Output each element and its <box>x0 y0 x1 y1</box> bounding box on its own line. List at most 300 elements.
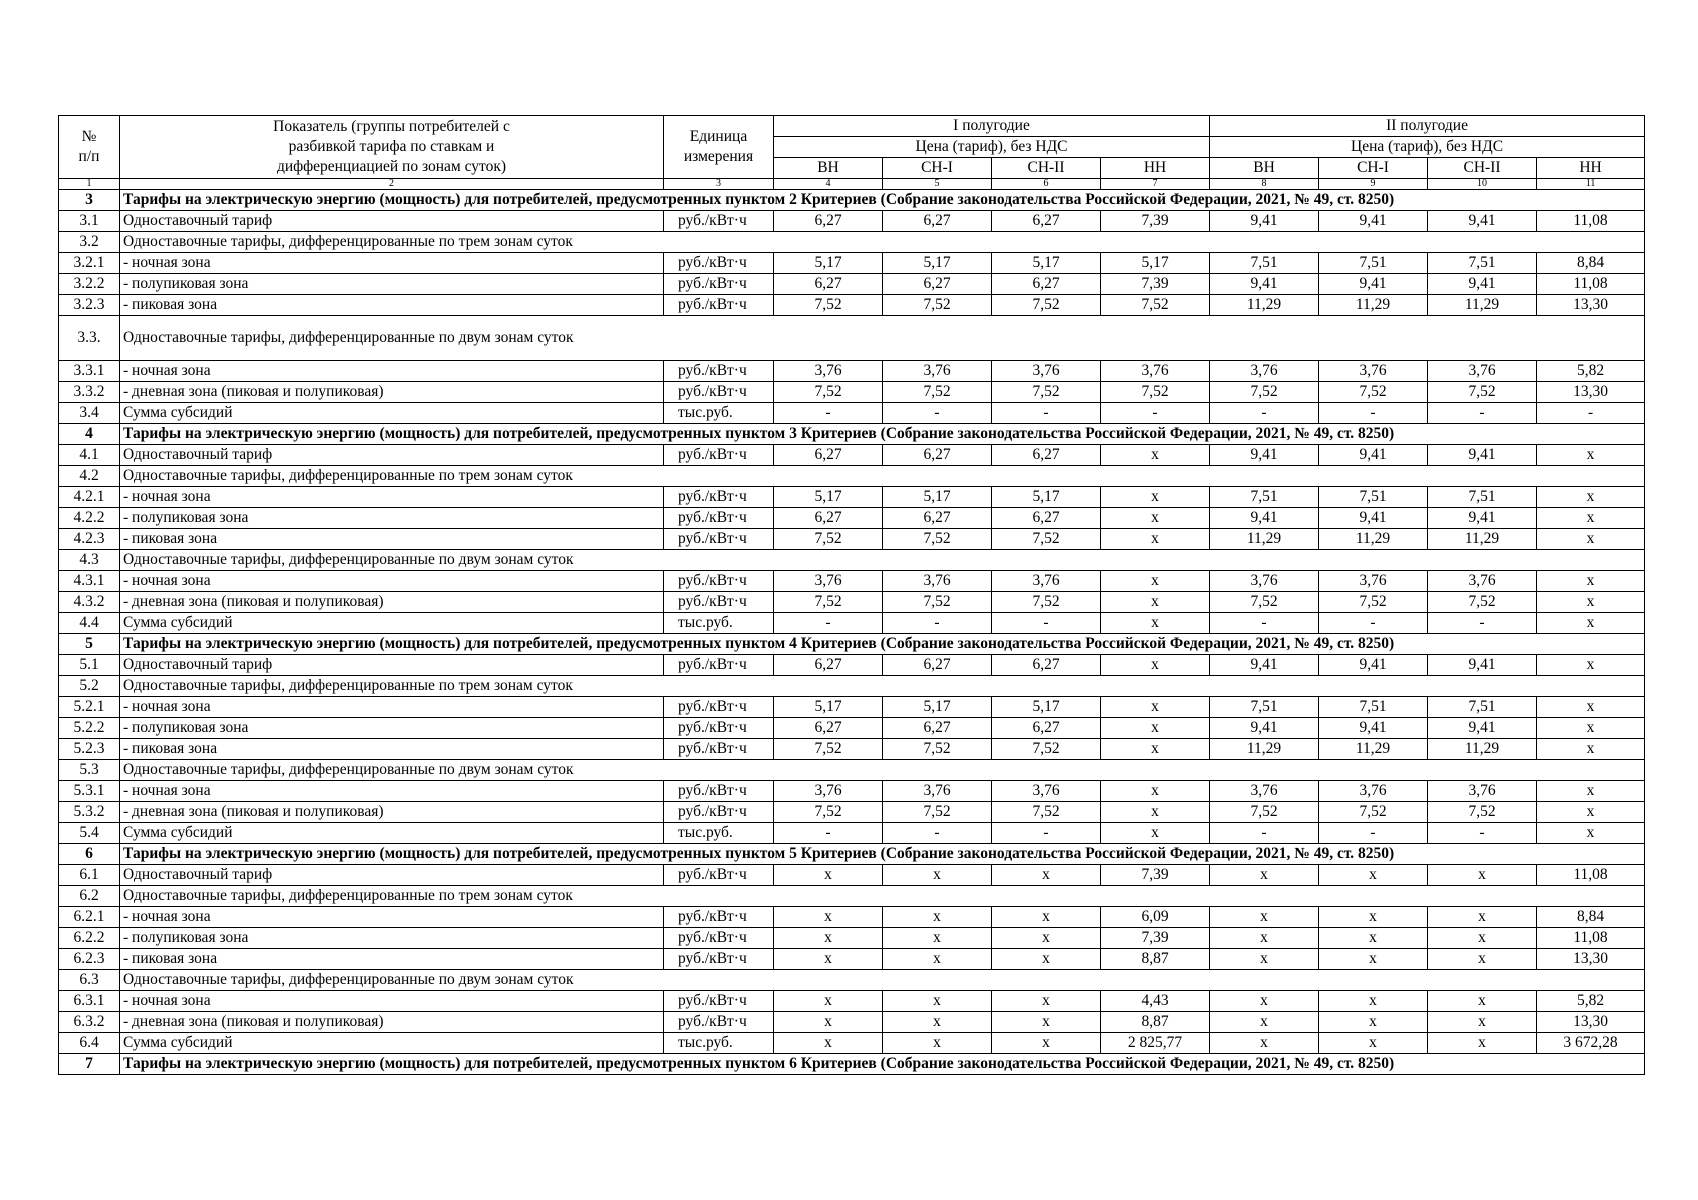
unit-cell: руб./кВт·ч <box>664 295 774 316</box>
unit-cell: руб./кВт·ч <box>664 211 774 232</box>
indicator-name: Одноставочный тариф <box>120 865 664 886</box>
unit-cell: руб./кВт·ч <box>664 781 774 802</box>
value-cell: 7,52 <box>1319 382 1428 403</box>
row-number: 6 <box>59 844 120 865</box>
value-cell: x <box>1101 487 1210 508</box>
value-cell: - <box>1210 403 1319 424</box>
value-cell: x <box>992 907 1101 928</box>
value-cell: 3,76 <box>992 781 1101 802</box>
table-row <box>59 1033 1645 1054</box>
table-row <box>59 295 1645 316</box>
group-title: Одноставочные тарифы, дифференцированные по трем зонам суток <box>120 232 1645 253</box>
value-cell: x <box>1101 445 1210 466</box>
value-cell: 11,29 <box>1428 529 1537 550</box>
unit-cell: руб./кВт·ч <box>664 949 774 970</box>
header-unit: Единица измерения <box>664 116 774 179</box>
table-row <box>59 508 1645 529</box>
value-cell: 7,52 <box>992 592 1101 613</box>
indicator-name: - дневная зона (пиковая и полупиковая) <box>120 802 664 823</box>
indicator-name: Сумма субсидий <box>120 1033 664 1054</box>
table-row <box>59 781 1645 802</box>
value-cell: x <box>883 928 992 949</box>
value-cell: - <box>1537 403 1645 424</box>
group-row <box>59 232 1645 253</box>
row-number: 3 <box>59 190 120 211</box>
section-title: Тарифы на электрическую энергию (мощность) для потребителей, предусмотренных пунктом 5 Критериев (Собрание законодательства Российской Федерации, 2021, № 49, ст. 8250) <box>120 844 1645 865</box>
value-cell: 8,84 <box>1537 253 1645 274</box>
value-cell: x <box>1101 529 1210 550</box>
value-cell: 11,29 <box>1428 295 1537 316</box>
value-cell: 7,51 <box>1428 253 1537 274</box>
value-cell: 7,51 <box>1319 253 1428 274</box>
indicator-name: Сумма субсидий <box>120 823 664 844</box>
row-number: 3.2 <box>59 232 120 253</box>
column-number: 9 <box>1319 179 1428 190</box>
value-cell: 7,52 <box>992 382 1101 403</box>
table-row <box>59 253 1645 274</box>
unit-cell: руб./кВт·ч <box>664 739 774 760</box>
row-number: 5.3 <box>59 760 120 781</box>
table-body <box>59 190 1645 1075</box>
indicator-name: Сумма субсидий <box>120 613 664 634</box>
value-cell: 6,27 <box>883 211 992 232</box>
indicator-name: - ночная зона <box>120 571 664 592</box>
unit-cell: руб./кВт·ч <box>664 487 774 508</box>
row-number: 5.2 <box>59 676 120 697</box>
value-cell: 5,82 <box>1537 991 1645 1012</box>
indicator-name: - дневная зона (пиковая и полупиковая) <box>120 592 664 613</box>
unit-cell: руб./кВт·ч <box>664 274 774 295</box>
value-cell: x <box>992 865 1101 886</box>
value-cell: 9,41 <box>1210 211 1319 232</box>
value-cell: x <box>1537 445 1645 466</box>
value-cell: 9,41 <box>1210 445 1319 466</box>
value-cell: 7,51 <box>1210 697 1319 718</box>
value-cell: 7,39 <box>1101 928 1210 949</box>
value-cell: x <box>1101 571 1210 592</box>
row-number: 3.1 <box>59 211 120 232</box>
header-level: СН-II <box>1428 158 1537 179</box>
value-cell: 13,30 <box>1537 1012 1645 1033</box>
unit-cell: руб./кВт·ч <box>664 865 774 886</box>
value-cell: x <box>774 907 883 928</box>
group-title: Одноставочные тарифы, дифференцированные по трем зонам суток <box>120 466 1645 487</box>
value-cell: x <box>1319 991 1428 1012</box>
value-cell: x <box>1101 739 1210 760</box>
value-cell: x <box>1537 508 1645 529</box>
table-header <box>59 116 1645 190</box>
value-cell: 9,41 <box>1319 211 1428 232</box>
value-cell: 7,51 <box>1210 487 1319 508</box>
value-cell: x <box>1537 781 1645 802</box>
value-cell: - <box>774 613 883 634</box>
group-row <box>59 316 1645 361</box>
column-number: 5 <box>883 179 992 190</box>
value-cell: 11,08 <box>1537 211 1645 232</box>
value-cell: x <box>1319 1012 1428 1033</box>
table-row <box>59 403 1645 424</box>
header-level: СН-II <box>992 158 1101 179</box>
value-cell: 5,17 <box>992 253 1101 274</box>
value-cell: 7,52 <box>883 295 992 316</box>
value-cell: 3,76 <box>1101 361 1210 382</box>
header-num: № п/п <box>59 116 120 179</box>
value-cell: x <box>1101 802 1210 823</box>
value-cell: 11,29 <box>1319 739 1428 760</box>
table-row <box>59 274 1645 295</box>
table-row <box>59 211 1645 232</box>
group-row <box>59 970 1645 991</box>
value-cell: 7,52 <box>992 739 1101 760</box>
section-row <box>59 424 1645 445</box>
column-number: 2 <box>120 179 664 190</box>
row-number: 4.3.1 <box>59 571 120 592</box>
unit-cell: руб./кВт·ч <box>664 928 774 949</box>
unit-cell: руб./кВт·ч <box>664 445 774 466</box>
value-cell: x <box>1537 487 1645 508</box>
unit-cell: руб./кВт·ч <box>664 508 774 529</box>
value-cell: x <box>1537 697 1645 718</box>
value-cell: x <box>1101 508 1210 529</box>
value-cell: x <box>1537 571 1645 592</box>
row-number: 3.2.3 <box>59 295 120 316</box>
table-row <box>59 739 1645 760</box>
indicator-name: - пиковая зона <box>120 529 664 550</box>
value-cell: 13,30 <box>1537 949 1645 970</box>
value-cell: 7,52 <box>1210 802 1319 823</box>
row-number: 6.3.2 <box>59 1012 120 1033</box>
value-cell: 3 672,28 <box>1537 1033 1645 1054</box>
unit-cell: тыс.руб. <box>664 613 774 634</box>
group-title: Одноставочные тарифы, дифференцированные по трем зонам суток <box>120 676 1645 697</box>
row-number: 6.2 <box>59 886 120 907</box>
value-cell: x <box>883 1033 992 1054</box>
value-cell: 7,52 <box>774 592 883 613</box>
group-title: Одноставочные тарифы, дифференцированные по двум зонам суток <box>120 316 1645 361</box>
unit-cell: руб./кВт·ч <box>664 907 774 928</box>
value-cell: 3,76 <box>774 571 883 592</box>
value-cell: x <box>883 907 992 928</box>
table-row <box>59 1012 1645 1033</box>
table-row <box>59 655 1645 676</box>
value-cell: x <box>992 1033 1101 1054</box>
value-cell: x <box>1428 907 1537 928</box>
value-cell: 5,17 <box>774 253 883 274</box>
value-cell: 9,41 <box>1210 655 1319 676</box>
value-cell: 3,76 <box>883 361 992 382</box>
value-cell: x <box>1319 865 1428 886</box>
value-cell: x <box>1101 823 1210 844</box>
value-cell: x <box>1428 991 1537 1012</box>
row-number: 4.3 <box>59 550 120 571</box>
row-number: 3.4 <box>59 403 120 424</box>
value-cell: x <box>1537 613 1645 634</box>
column-number: 4 <box>774 179 883 190</box>
value-cell: 7,51 <box>1428 697 1537 718</box>
unit-cell: руб./кВт·ч <box>664 802 774 823</box>
value-cell: 6,27 <box>883 508 992 529</box>
table-row <box>59 991 1645 1012</box>
value-cell: 9,41 <box>1428 211 1537 232</box>
row-number: 3.3.1 <box>59 361 120 382</box>
value-cell: x <box>1101 655 1210 676</box>
indicator-name: Одноставочный тариф <box>120 211 664 232</box>
value-cell: 9,41 <box>1319 445 1428 466</box>
value-cell: x <box>774 928 883 949</box>
column-number: 1 <box>59 179 120 190</box>
value-cell: 5,17 <box>992 697 1101 718</box>
group-title: Одноставочные тарифы, дифференцированные по двум зонам суток <box>120 970 1645 991</box>
value-cell: 9,41 <box>1428 508 1537 529</box>
value-cell: x <box>1101 697 1210 718</box>
value-cell: 6,27 <box>883 274 992 295</box>
group-row <box>59 550 1645 571</box>
value-cell: 7,52 <box>1210 382 1319 403</box>
value-cell: x <box>992 928 1101 949</box>
value-cell: x <box>1210 1033 1319 1054</box>
value-cell: - <box>992 613 1101 634</box>
value-cell: - <box>1428 613 1537 634</box>
value-cell: 3,76 <box>774 781 883 802</box>
value-cell: x <box>774 991 883 1012</box>
value-cell: - <box>1319 613 1428 634</box>
value-cell: x <box>774 865 883 886</box>
value-cell: 9,41 <box>1210 274 1319 295</box>
value-cell: x <box>992 1012 1101 1033</box>
value-cell: 7,52 <box>883 739 992 760</box>
value-cell: 9,41 <box>1428 274 1537 295</box>
value-cell: 6,27 <box>774 445 883 466</box>
row-number: 5.2.2 <box>59 718 120 739</box>
value-cell: x <box>883 991 992 1012</box>
indicator-name: - полупиковая зона <box>120 928 664 949</box>
value-cell: 7,52 <box>883 382 992 403</box>
value-cell: x <box>1537 823 1645 844</box>
value-cell: x <box>883 1012 992 1033</box>
unit-cell: руб./кВт·ч <box>664 991 774 1012</box>
row-number: 6.3.1 <box>59 991 120 1012</box>
row-number: 6.2.1 <box>59 907 120 928</box>
value-cell: 7,52 <box>1210 592 1319 613</box>
value-cell: x <box>1428 949 1537 970</box>
value-cell: x <box>1210 991 1319 1012</box>
unit-cell: тыс.руб. <box>664 403 774 424</box>
group-row <box>59 466 1645 487</box>
section-row <box>59 190 1645 211</box>
row-number: 7 <box>59 1054 120 1075</box>
section-title: Тарифы на электрическую энергию (мощность) для потребителей, предусмотренных пунктом 4 Критериев (Собрание законодательства Российской Федерации, 2021, № 49, ст. 8250) <box>120 634 1645 655</box>
value-cell: 7,52 <box>774 529 883 550</box>
column-number: 10 <box>1428 179 1537 190</box>
value-cell: x <box>1319 928 1428 949</box>
value-cell: 7,52 <box>774 295 883 316</box>
value-cell: 5,82 <box>1537 361 1645 382</box>
value-cell: 13,30 <box>1537 295 1645 316</box>
row-number: 6.3 <box>59 970 120 991</box>
row-number: 3.2.1 <box>59 253 120 274</box>
unit-cell: руб./кВт·ч <box>664 253 774 274</box>
indicator-name: - ночная зона <box>120 361 664 382</box>
value-cell: 6,27 <box>883 445 992 466</box>
value-cell: 7,51 <box>1319 487 1428 508</box>
value-cell: x <box>1210 1012 1319 1033</box>
group-row <box>59 760 1645 781</box>
row-number: 4.4 <box>59 613 120 634</box>
value-cell: 7,52 <box>1319 592 1428 613</box>
section-title: Тарифы на электрическую энергию (мощность) для потребителей, предусмотренных пунктом 6 Критериев (Собрание законодательства Российской Федерации, 2021, № 49, ст. 8250) <box>120 1054 1645 1075</box>
value-cell: x <box>1537 718 1645 739</box>
value-cell: x <box>1101 592 1210 613</box>
group-title: Одноставочные тарифы, дифференцированные по двум зонам суток <box>120 550 1645 571</box>
value-cell: 3,76 <box>883 781 992 802</box>
value-cell: x <box>1101 781 1210 802</box>
unit-cell: руб./кВт·ч <box>664 529 774 550</box>
value-cell: 7,39 <box>1101 274 1210 295</box>
value-cell: 3,76 <box>1319 781 1428 802</box>
value-cell: - <box>883 403 992 424</box>
value-cell: 6,27 <box>992 655 1101 676</box>
column-number: 11 <box>1537 179 1645 190</box>
value-cell: - <box>774 403 883 424</box>
indicator-name: - дневная зона (пиковая и полупиковая) <box>120 382 664 403</box>
table-row <box>59 907 1645 928</box>
value-cell: 7,52 <box>1428 382 1537 403</box>
indicator-name: - ночная зона <box>120 253 664 274</box>
indicator-name: - дневная зона (пиковая и полупиковая) <box>120 1012 664 1033</box>
value-cell: 11,29 <box>1428 739 1537 760</box>
unit-cell: руб./кВт·ч <box>664 1012 774 1033</box>
value-cell: 7,52 <box>774 802 883 823</box>
header-level: ВН <box>774 158 883 179</box>
indicator-name: Сумма субсидий <box>120 403 664 424</box>
header-price-1: Цена (тариф), без НДС <box>774 137 1210 158</box>
row-number: 3.3.2 <box>59 382 120 403</box>
value-cell: 6,09 <box>1101 907 1210 928</box>
table-row <box>59 382 1645 403</box>
value-cell: x <box>1537 592 1645 613</box>
group-row <box>59 676 1645 697</box>
row-number: 4.2.3 <box>59 529 120 550</box>
group-title: Одноставочные тарифы, дифференцированные по двум зонам суток <box>120 760 1645 781</box>
group-title: Одноставочные тарифы, дифференцированные по трем зонам суток <box>120 886 1645 907</box>
indicator-name: - ночная зона <box>120 907 664 928</box>
value-cell: x <box>1537 655 1645 676</box>
value-cell: 9,41 <box>1319 718 1428 739</box>
value-cell: 7,52 <box>992 529 1101 550</box>
row-number: 6.2.3 <box>59 949 120 970</box>
table-row <box>59 487 1645 508</box>
value-cell: 5,17 <box>883 253 992 274</box>
indicator-name: - пиковая зона <box>120 295 664 316</box>
value-cell: - <box>1319 823 1428 844</box>
row-number: 5 <box>59 634 120 655</box>
value-cell: 9,41 <box>1210 718 1319 739</box>
group-row <box>59 886 1645 907</box>
header-half1: I полугодие <box>774 116 1210 137</box>
indicator-name: - полупиковая зона <box>120 718 664 739</box>
value-cell: x <box>1537 529 1645 550</box>
value-cell: 6,27 <box>774 655 883 676</box>
header-indicator: Показатель (группы потребителей с разбивкой тарифа по ставкам и дифференциацией по зонам суток) <box>120 116 664 179</box>
indicator-name: - полупиковая зона <box>120 274 664 295</box>
header-level: СН-I <box>1319 158 1428 179</box>
value-cell: 3,76 <box>1428 361 1537 382</box>
value-cell: 6,27 <box>992 508 1101 529</box>
value-cell: 7,51 <box>1319 697 1428 718</box>
section-title: Тарифы на электрическую энергию (мощность) для потребителей, предусмотренных пунктом 2 Критериев (Собрание законодательства Российской Федерации, 2021, № 49, ст. 8250) <box>120 190 1645 211</box>
value-cell: x <box>774 1033 883 1054</box>
value-cell: 8,87 <box>1101 949 1210 970</box>
value-cell: 6,27 <box>774 274 883 295</box>
value-cell: 5,17 <box>883 697 992 718</box>
value-cell: x <box>1319 907 1428 928</box>
table-row <box>59 361 1645 382</box>
section-row <box>59 1054 1645 1075</box>
value-cell: 5,17 <box>883 487 992 508</box>
value-cell: x <box>1428 1012 1537 1033</box>
unit-cell: руб./кВт·ч <box>664 592 774 613</box>
table-row <box>59 949 1645 970</box>
row-number: 5.3.2 <box>59 802 120 823</box>
row-number: 6.1 <box>59 865 120 886</box>
section-row <box>59 844 1645 865</box>
value-cell: 6,27 <box>992 445 1101 466</box>
value-cell: x <box>1319 949 1428 970</box>
value-cell: - <box>1101 403 1210 424</box>
value-cell: - <box>1210 823 1319 844</box>
header-level: ВН <box>1210 158 1319 179</box>
value-cell: 9,41 <box>1319 274 1428 295</box>
value-cell: 8,87 <box>1101 1012 1210 1033</box>
value-cell: 13,30 <box>1537 382 1645 403</box>
value-cell: 3,76 <box>883 571 992 592</box>
table-row <box>59 592 1645 613</box>
section-title: Тарифы на электрическую энергию (мощность) для потребителей, предусмотренных пунктом 3 Критериев (Собрание законодательства Российской Федерации, 2021, № 49, ст. 8250) <box>120 424 1645 445</box>
value-cell: 3,76 <box>1428 781 1537 802</box>
row-number: 5.4 <box>59 823 120 844</box>
value-cell: 9,41 <box>1428 718 1537 739</box>
header-level: СН-I <box>883 158 992 179</box>
value-cell: 7,51 <box>1428 487 1537 508</box>
table-row <box>59 697 1645 718</box>
row-number: 4.2.1 <box>59 487 120 508</box>
value-cell: 11,29 <box>1319 295 1428 316</box>
value-cell: x <box>1101 613 1210 634</box>
value-cell: 3,76 <box>1319 361 1428 382</box>
unit-cell: руб./кВт·ч <box>664 655 774 676</box>
value-cell: - <box>883 613 992 634</box>
value-cell: 11,08 <box>1537 865 1645 886</box>
value-cell: x <box>883 865 992 886</box>
value-cell: 7,39 <box>1101 211 1210 232</box>
table-row <box>59 823 1645 844</box>
value-cell: x <box>774 949 883 970</box>
value-cell: 9,41 <box>1319 508 1428 529</box>
value-cell: 3,76 <box>992 571 1101 592</box>
value-cell: - <box>1210 613 1319 634</box>
column-number: 8 <box>1210 179 1319 190</box>
value-cell: x <box>1319 1033 1428 1054</box>
row-number: 4.3.2 <box>59 592 120 613</box>
value-cell: 5,17 <box>1101 253 1210 274</box>
value-cell: 7,52 <box>1428 592 1537 613</box>
value-cell: x <box>1428 928 1537 949</box>
value-cell: x <box>1537 802 1645 823</box>
value-cell: 11,29 <box>1210 739 1319 760</box>
value-cell: - <box>992 403 1101 424</box>
unit-cell: руб./кВт·ч <box>664 697 774 718</box>
value-cell: x <box>1210 865 1319 886</box>
